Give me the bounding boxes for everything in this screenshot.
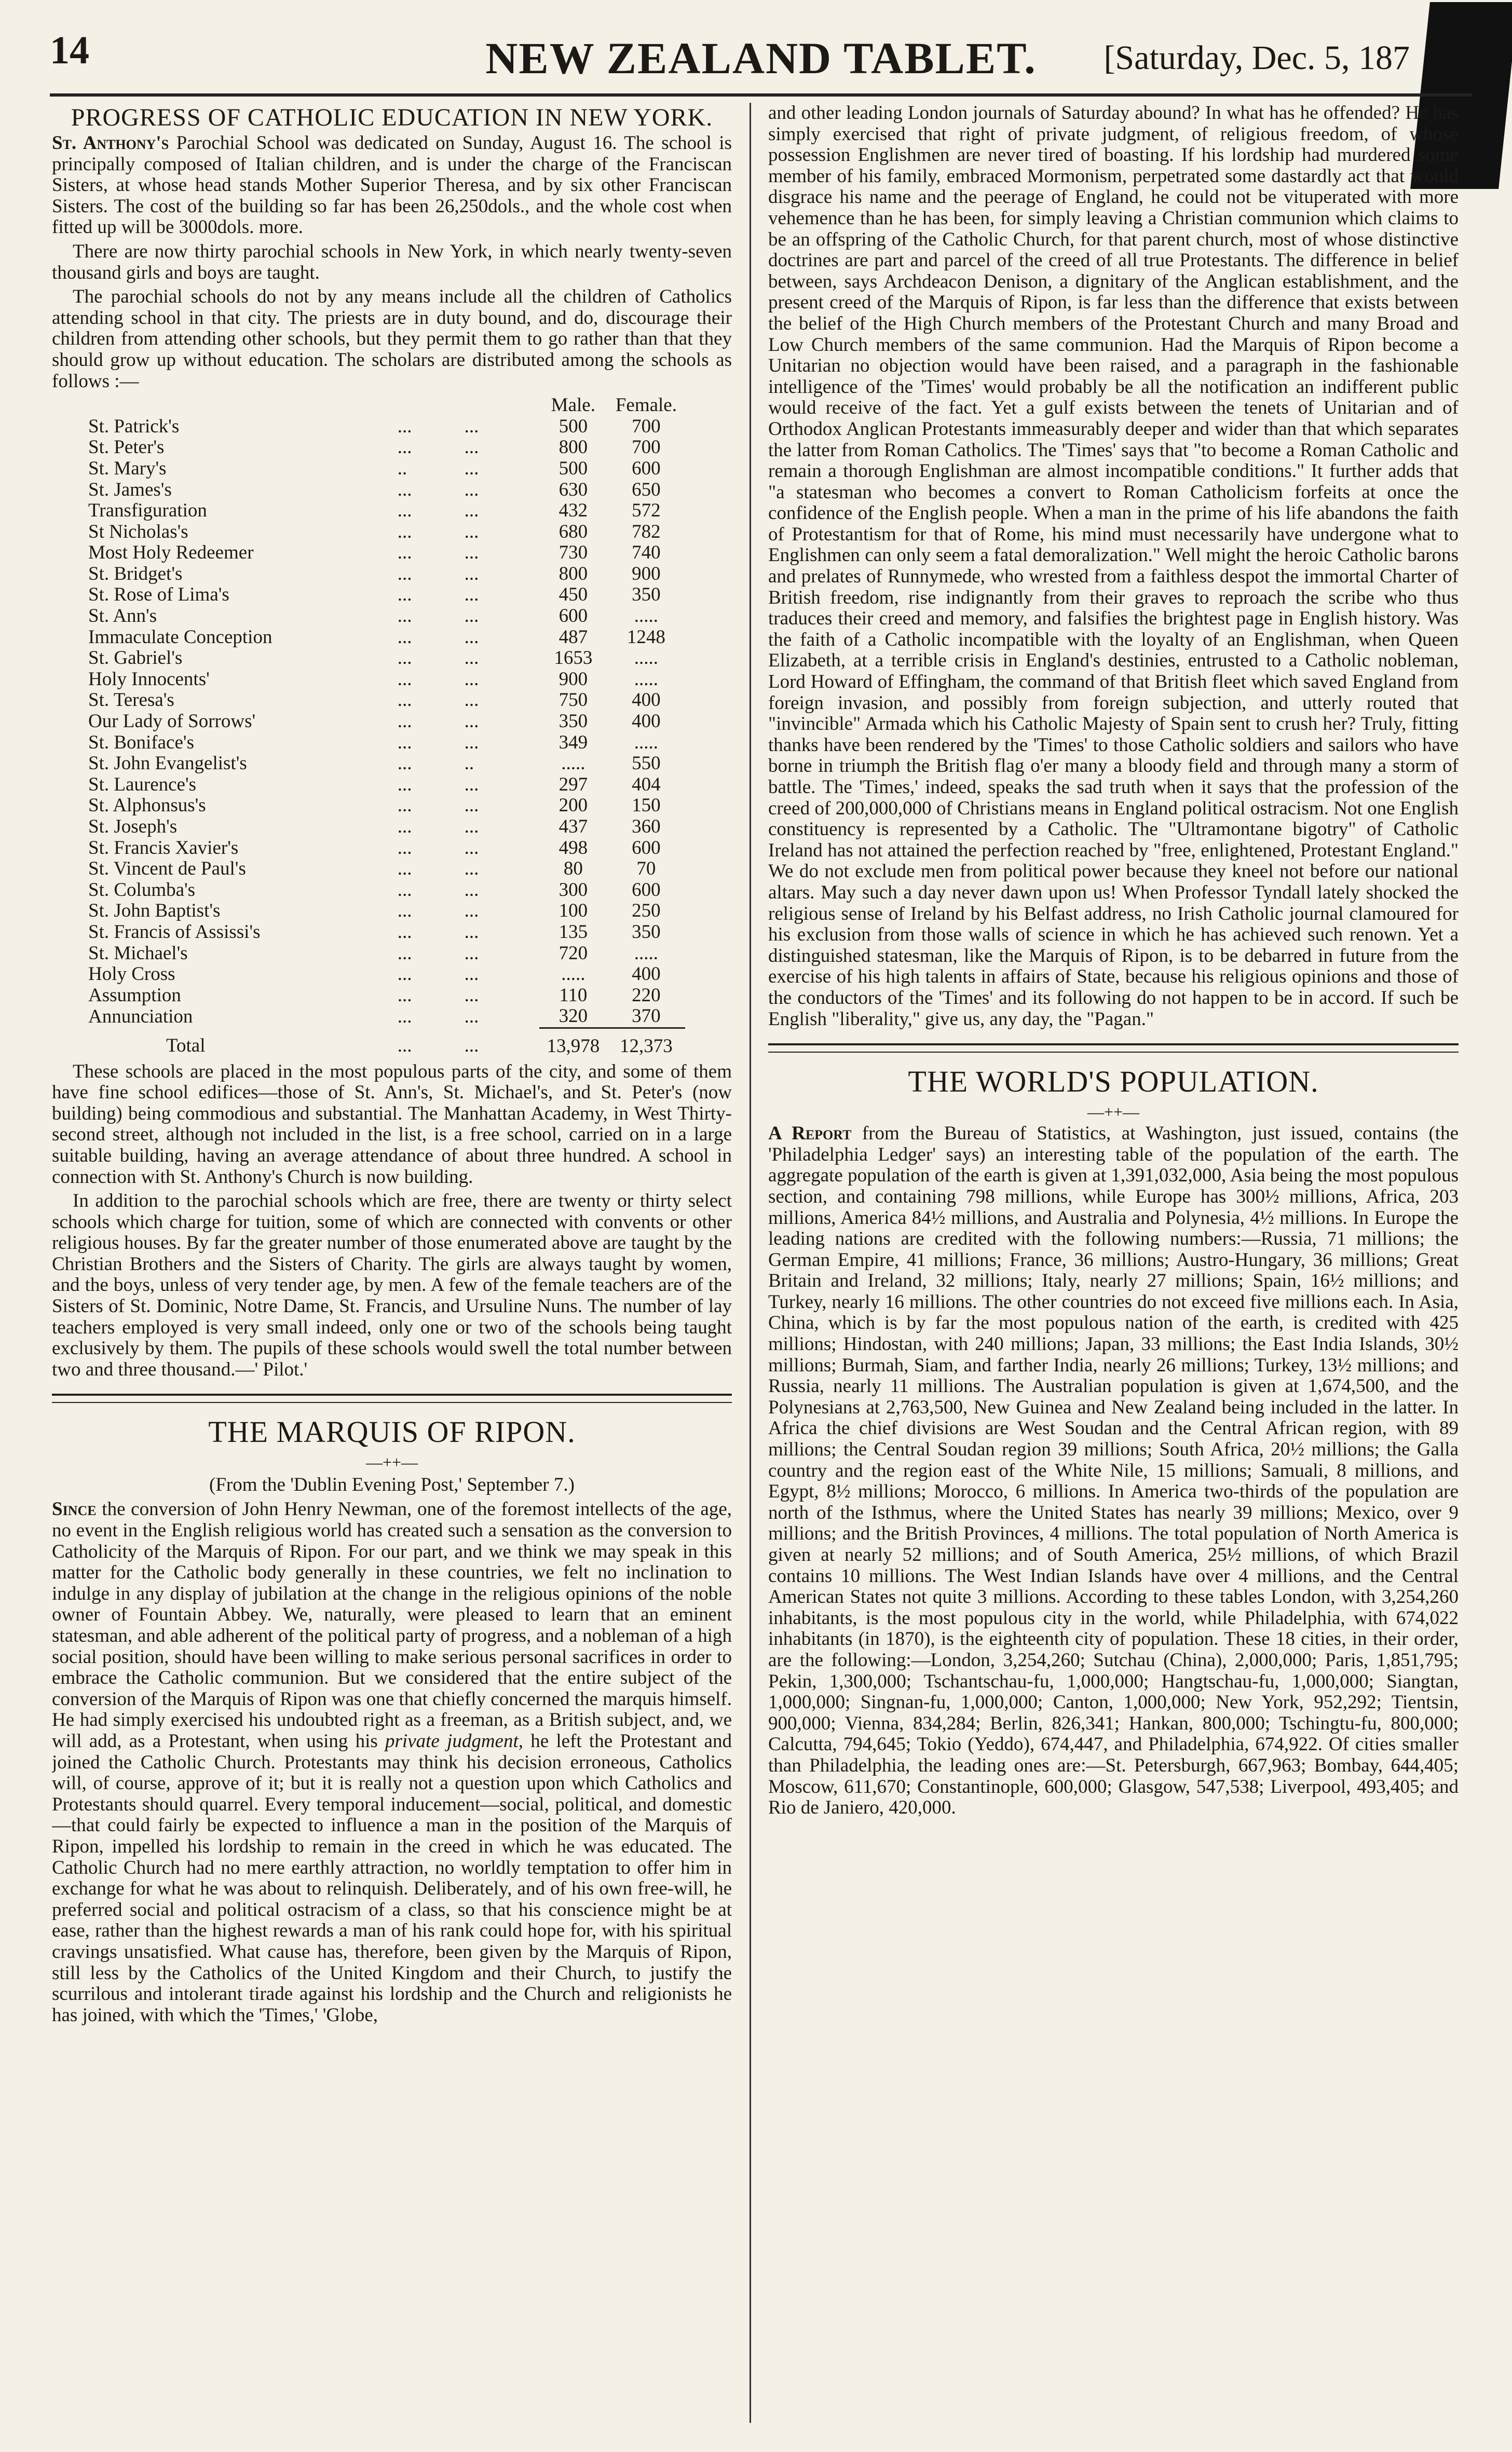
school-row (52, 859, 685, 880)
female-count: 1248 (626, 626, 665, 648)
male-count: 300 (559, 879, 588, 901)
school-row (52, 690, 685, 711)
female-count: 404 (632, 773, 661, 795)
school-row (52, 584, 685, 606)
school-row (52, 795, 685, 816)
leader-dots: .. (397, 457, 407, 479)
male-count: 349 (559, 731, 588, 753)
leader-dots: ... (464, 500, 479, 522)
leader-dots: ... (464, 457, 479, 479)
school-name: Holy Innocents' (88, 668, 210, 690)
female-count: 600 (632, 879, 661, 901)
school-name: St. Boniface's (88, 731, 194, 753)
school-row (52, 437, 685, 458)
ripon-para-1-text: the conversion of John Henry Newman, one of the foremost intellects of the age, no event in the English religious world has created such a sensation as the conversion to Catholicity of the Marquis of Ripon. For our part, and we think we may speak in this matter for the Catholic body generally in these countries, we felt no inclination to indulge in any display of jubilation at the change in the religious opinions of the noble owner of Fountain Abbey. We, naturally, were pleased to learn that an eminent statesman, and able adherent of the political party of progress, and a nobleman of a high social position, should have been willing to make serious personal sacrifices in order to embrace the Catholic communion. But we considered that the entire subject of the conversion of the Marquis of Ripon was one that chiefly concerned the marquis himself. He had simply exercised his undoubted right as a freeman, as a British subject, and, we will add, as a Protestant, when using his (52, 1499, 732, 1752)
female-count: 740 (632, 542, 661, 564)
school-name: Transfiguration (88, 500, 207, 522)
school-row (52, 416, 685, 438)
leader-dots: .. (464, 753, 474, 774)
school-name: St. John Evangelist's (88, 753, 247, 774)
leader-dots: ... (464, 584, 479, 606)
leader-dots: ... (397, 542, 412, 564)
school-name: St. John Baptist's (88, 900, 221, 922)
school-name: St. Patrick's (88, 415, 180, 437)
newspaper-title: NEW ZEALAND TABLET. (485, 33, 1037, 83)
female-count: 900 (632, 563, 661, 584)
school-name: St. Mary's (88, 457, 167, 479)
issue-date: [Saturday, Dec. 5, 187 (1104, 39, 1410, 77)
ripon-heading: THE MARQUIS OF RIPON. (208, 1415, 576, 1449)
education-para-2: There are now thirty parochial schools in New York, in which nearly twenty-seven thousand girls and boys are taught. (52, 240, 732, 283)
education-lead: St. Anthony's (52, 132, 169, 154)
education-heading: PROGRESS OF CATHOLIC EDUCATION IN NEW YORK. (71, 104, 713, 131)
article-divider-right (768, 1043, 1459, 1053)
male-count: 630 (559, 479, 588, 500)
population-heading: THE WORLD'S POPULATION. (908, 1065, 1319, 1099)
school-row (52, 985, 685, 1006)
leader-dots: ... (464, 795, 479, 816)
female-count: 650 (632, 479, 661, 500)
school-name: St. Joseph's (88, 816, 178, 837)
school-row (52, 901, 685, 922)
female-count: 600 (632, 457, 661, 479)
female-count: 572 (632, 500, 661, 522)
school-name: St. Rose of Lima's (88, 584, 229, 606)
leader-dots: ... (464, 647, 479, 669)
male-count: 900 (559, 668, 588, 690)
population-lead: A Report (768, 1123, 852, 1145)
female-count: ..... (634, 942, 659, 964)
header-rule (50, 93, 1472, 97)
leader-dots: ... (464, 711, 479, 732)
male-count: 437 (559, 816, 588, 837)
school-name: St. Bridget's (88, 563, 183, 584)
male-count: 500 (559, 415, 588, 437)
school-row (52, 922, 685, 943)
left-column (52, 103, 732, 2423)
leader-dots: ... (397, 921, 412, 943)
school-name: Immaculate Conception (88, 626, 273, 648)
school-row (52, 816, 685, 838)
school-row (52, 774, 685, 796)
leader-dots: ... (464, 984, 479, 1006)
leader-dots: ... (397, 753, 412, 774)
education-para-4: These schools are placed in the most populous parts of the city, and some of them have fine school edifices—those of St. Ann's, St. Michael's, and St. Peter's (now building) being commodious and substantial. The Manhattan Academy, in West Thirty-second street, although not included in the list, is a free school, carried on in a large suitable building, having an average attendance of about three hundred. A school in connection with St. Anthony's Church is now building. (52, 1060, 732, 1188)
leader-dots: ... (464, 858, 479, 880)
leader-dots: ... (397, 942, 412, 964)
school-row (52, 964, 685, 985)
school-name: St. Gabriel's (88, 647, 183, 669)
male-count: 200 (559, 795, 588, 816)
male-count: 800 (559, 563, 588, 584)
school-name: St. Columba's (88, 879, 196, 901)
ripon-lead: Since (52, 1499, 97, 1520)
leader-dots: ... (397, 521, 412, 542)
male-count: 498 (559, 837, 588, 859)
male-count: 80 (563, 858, 583, 880)
right-column (768, 103, 1459, 2423)
female-count: ..... (634, 668, 659, 690)
male-count: 720 (559, 942, 588, 964)
leader-dots: ... (397, 984, 412, 1006)
leader-dots: ... (397, 605, 412, 627)
leader-dots: ... (397, 563, 412, 584)
school-row (52, 1006, 685, 1028)
female-count: 70 (636, 858, 656, 880)
school-name: St. Francis of Assissi's (88, 921, 261, 943)
female-count: 400 (632, 711, 661, 732)
school-name: Annunciation (88, 1006, 193, 1028)
school-name: Most Holy Redeemer (88, 542, 254, 564)
ripon-para-1 (52, 1499, 732, 2026)
school-row (52, 711, 685, 732)
school-row (52, 458, 685, 480)
leader-dots: ... (397, 795, 412, 816)
school-name: Holy Cross (88, 963, 175, 985)
female-count: 700 (632, 415, 661, 437)
leader-dots: ... (464, 837, 479, 859)
masthead (50, 23, 1472, 96)
leader-dots: ... (397, 837, 412, 859)
article-divider (52, 1394, 732, 1403)
leader-dots: ... (397, 711, 412, 732)
female-count: 782 (632, 521, 661, 542)
leader-dots: ... (464, 605, 479, 627)
leader-dots: ... (397, 858, 412, 880)
female-count: ..... (634, 605, 659, 627)
female-count: ..... (634, 731, 659, 753)
female-count: 250 (632, 900, 661, 922)
school-row (52, 943, 685, 964)
female-count: 220 (632, 984, 661, 1006)
population-ornament: —++— (1087, 1102, 1140, 1122)
ripon-ornament: —++— (365, 1453, 418, 1472)
leader-dots: ... (464, 521, 479, 542)
male-count: 600 (559, 605, 588, 627)
female-count: 700 (632, 437, 661, 458)
school-row (52, 500, 685, 522)
school-name: St. Ann's (88, 605, 157, 627)
school-row (52, 880, 685, 901)
female-count: 400 (632, 689, 661, 711)
leader-dots: ... (397, 773, 412, 795)
education-para-3: The parochial schools do not by any means include all the children of Catholics attending school in that city. The priests are in duty bound, and do, discourage their children from attending other schools, but they permit them to go rather than that they should grow up without education. The scholars are distributed among the schools as follows :— (52, 286, 732, 392)
male-count: 450 (559, 584, 588, 606)
leader-dots: ... (397, 668, 412, 690)
school-name: St. Teresa's (88, 689, 174, 711)
school-row (52, 753, 685, 774)
female-count: 350 (632, 584, 661, 606)
school-row (52, 480, 685, 501)
ripon-source: (From the 'Dublin Evening Post,' September 7.) (209, 1474, 575, 1496)
male-count: 135 (559, 921, 588, 943)
male-count: 320 (559, 1005, 588, 1027)
school-name: St. Vincent de Paul's (88, 858, 246, 880)
education-para-1-text: Parochial School was dedicated on Sunday, August 16. The school is principally composed of Italian children, and is under the charge of the Franciscan Sisters, at whose head stands Mother Superior Theresa, and by six other Franciscan Sisters. The cost of the building so far has been 26,250dols., and the whole cost when fitted up will be 3000dols. more. (52, 132, 732, 238)
leader-dots: ... (397, 500, 412, 522)
school-row (52, 522, 685, 543)
male-count: 432 (559, 500, 588, 522)
schools-table (52, 395, 685, 1057)
female-count: 150 (632, 795, 661, 816)
total-male: 13,978 (539, 1028, 607, 1057)
ripon-italic: private judgment, (385, 1730, 524, 1752)
schools-table-header (52, 395, 685, 416)
male-count: 680 (559, 521, 588, 542)
female-count: 550 (632, 753, 661, 774)
male-count: ..... (561, 753, 585, 774)
school-row (52, 669, 685, 690)
male-count: 730 (559, 542, 588, 564)
male-count: 100 (559, 900, 588, 922)
male-count: 350 (559, 711, 588, 732)
leader-dots: ... (397, 1006, 412, 1028)
male-count: 487 (559, 626, 588, 648)
leader-dots: ... (464, 942, 479, 964)
school-name: St. Francis Xavier's (88, 837, 239, 859)
leader-dots: ... (397, 900, 412, 922)
school-name: Assumption (88, 984, 181, 1006)
male-count: 800 (559, 437, 588, 458)
male-count: 500 (559, 457, 588, 479)
leader-dots: ... (397, 647, 412, 669)
leader-dots: ... (397, 689, 412, 711)
leader-dots: ... (397, 584, 412, 606)
school-row (52, 838, 685, 859)
leader-dots: ... (397, 626, 412, 648)
school-row (52, 732, 685, 754)
school-row (52, 542, 685, 564)
school-name: St. Alphonsus's (88, 795, 206, 816)
leader-dots: ... (464, 963, 479, 985)
leader-dots: ... (397, 1035, 412, 1057)
education-para-5: In addition to the parochial schools which are free, there are twenty or thirty select schools which charge for tuition, some of which are connected with convents or other religious houses. By far the greater number of those enumerated above are taught by the Christian Brothers and the Sisters of Charity. The girls are always taught by women, and the boys, unless of very tender age, by men. A few of the female teachers are of the Sisters of St. Dominic, Notre Dame, St. Francis, and Ursuline Nuns. The number of lay teachers employed is very small indeed, only one or two of the schools being taught exclusively by them. The pupils of these schools would swell the total number between two and three thousand.—' Pilot.' (52, 1190, 732, 1380)
column-header-female: Female. (615, 394, 677, 416)
leader-dots: ... (464, 879, 479, 901)
page-number: 14 (50, 29, 89, 72)
total-row (52, 1028, 685, 1057)
school-name: St Nicholas's (88, 521, 188, 542)
leader-dots: ... (464, 1035, 479, 1057)
total-female: 12,373 (607, 1028, 685, 1057)
leader-dots: ... (397, 415, 412, 437)
male-count: 1653 (554, 647, 593, 669)
leader-dots: ... (464, 816, 479, 837)
school-name: Our Lady of Sorrows' (88, 711, 256, 732)
population-para-1 (768, 1123, 1459, 1819)
female-count: 370 (632, 1005, 661, 1027)
male-count: 750 (559, 689, 588, 711)
male-count: ..... (561, 963, 585, 985)
male-count: 110 (559, 984, 588, 1006)
leader-dots: ... (464, 689, 479, 711)
leader-dots: ... (464, 415, 479, 437)
leader-dots: ... (397, 963, 412, 985)
female-count: ..... (634, 647, 659, 669)
ripon-continuation: and other leading London journals of Saturday abound? In what has he offended? He has simply exercised that right of private judgment, of religious freedom, of whose possession Englishmen are never tired of boasting. If his lordship had murdered some member of his family, embraced Mormonism, perpetrated some dastardly act that would disgrace his name and the peerage of England, he could not be vituperated with more vehemence than he has been, for simply leaving a Christian communion which claims to be an offspring of the Catholic Church, for that parent church, most of whose distinctive doctrines are part and parcel of the creed of all true Protestants. The difference in belief between, says Archdeacon Denison, a dignitary of the Anglican establishment, and the present creed of the Marquis of Ripon, is far less than the difference that exists between the belief of the High Church members of the Protestant Church and many Broad and Low Church members of the same communion. Had the Marquis of Ripon become a Unitarian no objection would have been raised, and a paragraph in the fashionable intelligence of the 'Times' would probably be all the notification an indifferent public would receive of the fact. Yet a gulf exists between the tenets of Unitarian and of Orthodox Anglican Protestants immeasurably deeper and wider than that which separates the latter from Roman Catholics. The 'Times' says that "to become a Roman Catholic and remain a thorough Englishman are almost incompatible conditions." It further adds that "a statesman who becomes a convert to Roman Catholicism forfeits at once the confidence of the English people. When a man in the prime of his life abandons the faith of Protestantism for that of Rome, his mind must necessarily have undergone what to Englishmen can only seem a fatal demoralization." Well might the heroic Catholic barons and prelates of Runnymede, who wrested from a faithless despot the immortal Charter of British freedom, rise indignantly from their graves to reproach the scribe who thus traduces their creed and memory, and falsifies the brightest page in English history. Was the faith of a Catholic incompatible with the loyalty of an Englishman, when Queen Elizabeth, at a terrible crisis in England's destinies, entrusted to a Catholic nobleman, Lord Howard of Effingham, the command of that British fleet which saved England from foreign invasion, and possibly from foreign subjection, and utterly routed that "invincible" Armada which his Catholic Majesty of Spain sent to crush her? Truly, fitting thanks have been rendered by the 'Times' to those Catholic soldiers and sailors who have borne in triumph the British flag o'er many a bloody field and through many a storm of battle. The 'Times,' indeed, speaks the sad truth when it says that the profession of the creed of 200,000,000 of Christians means in England political ostracism. Not one English constituency is represented by a Catholic. The "Ultramontane bigotry" of Catholic Ireland has not attained the perfection reached by "free, enlightened, Protestant England." We do not exclude men from political power because they kneel not before our national altars. May such a day never dawn upon us! When Professor Tyndall lately shocked the religious sense of Ireland by his Belfast address, no Irish Catholic journal clamoured for his exclusion from those walls of science in which he has achieved such renown. Yet a distinguished statesman, like the Marquis of Ripon, is to be debarred in future from the exercise of his high talents in affairs of State, because his religious opinions and those of the conductors of the 'Times' and its following do not happen to be in accord. If such be English "liberality," give us, any day, the "Pagan." (768, 103, 1459, 1030)
leader-dots: ... (464, 437, 479, 458)
ripon-para-1-text-b: he left the Protestant and joined the Catholic Church. Protestants may think his decision erroneous, Catholics will, of course, approve of it; but it is really not a question upon which Catholics and Protestants should quarrel. Every temporal inducement—social, political, and domestic—that could fairly be expected to influence a man in the position of the Marquis of Ripon, impelled his lordship to remain in the creed in which he was educated. The Catholic Church had no mere earthly attraction, no worldly temptation to offer him in exchange for what he was about to relinquish. Deliberately, and of his own free-will, he preferred social and political ostracism of a class, so that his conscience might be at ease, rather than the highest rewards a man of his rank could hope for, with his spiritual cravings unsatisfied. What cause has, therefore, been given by the Marquis of Ripon, still less by the Catholics of the United Kingdom and their Church, to justify the scurrilous and intolerant tirade against his lordship and the Church and religionists he has joined, with which the 'Times,' 'Globe, (52, 1730, 732, 2026)
total-label: Total (166, 1035, 206, 1057)
school-name: St. Michael's (88, 942, 188, 964)
leader-dots: ... (397, 731, 412, 753)
column-divider (750, 103, 751, 2423)
female-count: 350 (632, 921, 661, 943)
female-count: 400 (632, 963, 661, 985)
school-name: St. Laurence's (88, 773, 197, 795)
female-count: 600 (632, 837, 661, 859)
leader-dots: ... (464, 626, 479, 648)
school-row (52, 648, 685, 669)
male-count: 297 (559, 773, 588, 795)
population-para-1-text: from the Bureau of Statistics, at Washington, just issued, contains (the 'Philadelphia Ledger' says) an interesting table of the population of the earth. The aggregate population of the earth is given at 1,391,032,000, Asia being the most populous section, and containing 798 millions, while Europe has 300½ millions, Africa, 203 millions, America 84½ millions, and Australia and Polynesia, 4½ millions. In Europe the leading nations are credited with the following numbers:—Russia, 71 millions; the German Empire, 41 millions; France, 36 millions; Austro-Hungary, 36 millions; Great Britain and Ireland, 32 millions; Italy, nearly 27 millions; Spain, 16½ millions; and Turkey, nearly 16 millions. The other countries do not exceed five millions each. In Asia, China, which is by far the most populous nation of the earth, is credited with 425 millions; Hindostan, with 240 millions; Japan, 33 millions; the East India Islands, 30½ millions; Burmah, Siam, and farther India, nearly 26 millions; Turkey, 13½ millions; and Russia, nearly 11 millions. The Australian population is given at 1,674,500, and the Polynesians at 2,763,500, New Guinea and New Zealand being included in the latter. In Africa the chief divisions are West Soudan and the Central African region, with 89 millions; the Central Soudan region 39 millions; South Africa, 20½ millions; the Galla country and the region east of the White Nile, 15 millions; Samuali, 8 millions, and Egypt, 8½ millions; Morocco, 6 millions. In America two-thirds of the population are north of the Isthmus, where the United States has nearly 39 millions; Mexico, over 9 millions; and the British Provinces, 4 millions. The total population of North America is given at nearly 52 millions; and of South America, 25½ millions, of which Brazil contains 10 millions. The West Indian Islands have over 4 millions, and the Central American States not quite 3 millions. According to these tables London, with 3,254,260 inhabitants, is the most populous city in the world, while Philadelphia, with 674,022 inhabitants (in 1870), is the eighteenth city of population. These 18 cities, in their order, are the following:—London, 3,254,260; Sutchau (China), 2,000,000; Paris, 1,851,795; Pekin, 1,300,000; Tschantschau-fu, 1,000,000; Hangtschau-fu, 1,000,000; Siangtan, 1,000,000; Singnan-fu, 1,000,000; Canton, 1,000,000; New York, 952,292; Tientsin, 900,000; Vienna, 834,284; Berlin, 826,341; Hankan, 800,000; Tschingtu-fu, 800,000; Calcutta, 794,645; Tokio (Yeddo), 674,447, and Philadelphia, 674,922. Of cities smaller than Philadelphia, the leading ones are:—St. Petersburgh, 667,963; Bombay, 644,405; Moscow, 611,670; Constantinople, 600,000; Glasgow, 547,538; Liverpool, 493,405; and Rio de Janiero, 420,000. (768, 1123, 1459, 1819)
school-row (52, 606, 685, 627)
leader-dots: ... (464, 773, 479, 795)
leader-dots: ... (397, 879, 412, 901)
leader-dots: ... (464, 479, 479, 500)
leader-dots: ... (397, 479, 412, 500)
leader-dots: ... (464, 542, 479, 564)
female-count: 360 (632, 816, 661, 837)
leader-dots: ... (464, 900, 479, 922)
leader-dots: ... (464, 668, 479, 690)
column-header-male: Male. (551, 394, 595, 416)
education-para-1 (52, 133, 732, 238)
leader-dots: ... (464, 563, 479, 584)
leader-dots: ... (464, 731, 479, 753)
leader-dots: ... (464, 1006, 479, 1028)
leader-dots: ... (397, 437, 412, 458)
school-name: St. Peter's (88, 437, 165, 458)
school-row (52, 564, 685, 585)
school-name: St. James's (88, 479, 172, 500)
school-row (52, 627, 685, 648)
leader-dots: ... (464, 921, 479, 943)
leader-dots: ... (397, 816, 412, 837)
